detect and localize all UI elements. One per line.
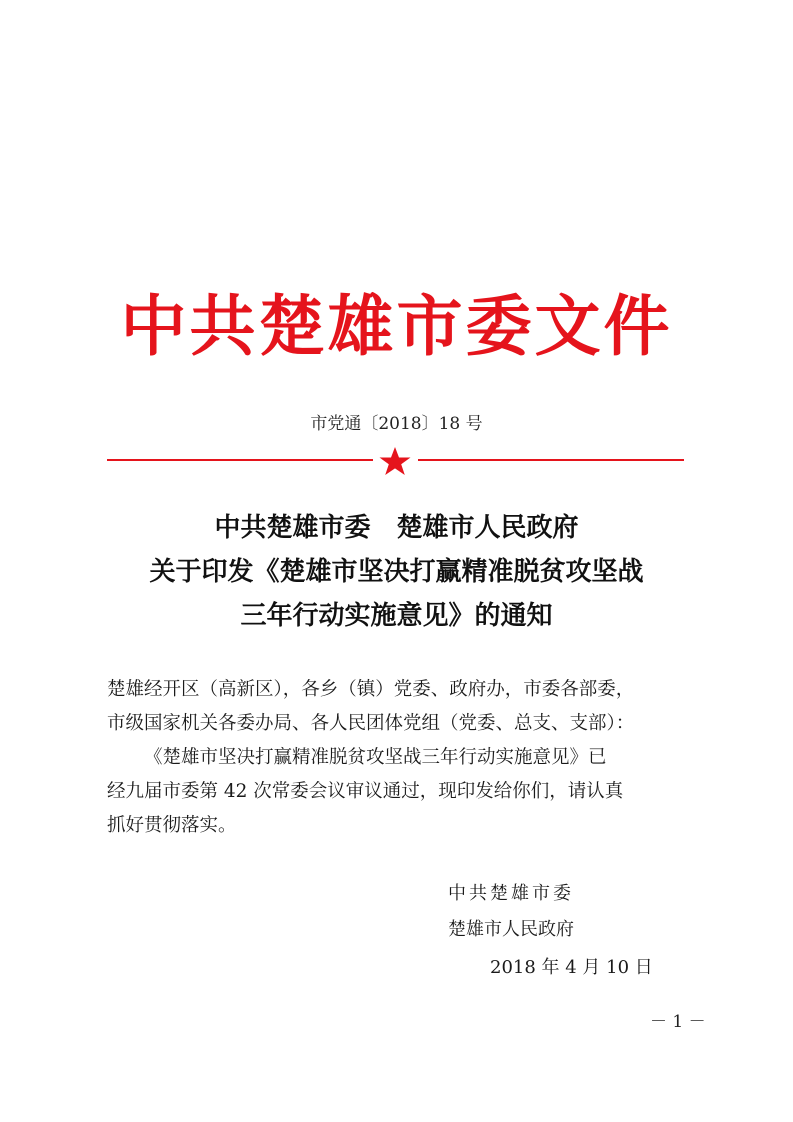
notice-title-line-3: 三年行动实施意见》的通知 [240, 601, 553, 631]
red-divider-left [107, 459, 373, 461]
body-recipients-line-1: 楚雄经开区（高新区），各乡（镇）党委、政府办，市委各部委， [107, 679, 635, 700]
red-divider-right [418, 459, 684, 461]
signature-government: 楚雄市人民政府 [448, 919, 574, 940]
notice-title-line-2: 关于印发《楚雄市坚决打赢精准脱贫攻坚战 [149, 557, 644, 587]
document-number: 市党通〔2018〕18 号 [310, 414, 483, 434]
body-recipients-line-2: 市级国家机关各委办局、各人民团体党组（党委、总支、支部）： [107, 713, 635, 734]
body-paragraph-line-2: 经九届市委第 42 次常委会议审议通过，现印发给你们，请认真 [107, 781, 624, 802]
red-star-icon [378, 446, 412, 476]
body-paragraph-line-3: 抓好贯彻落实。 [107, 815, 237, 836]
signature-party-committee: 中共楚雄市委 [448, 883, 574, 904]
masthead-title: 中共楚雄市委文件 [120, 288, 673, 365]
notice-title-line-1: 中共楚雄市委 楚雄市人民政府 [214, 513, 579, 543]
page-number: － 1 － [650, 1012, 706, 1032]
signature-date: 2018 年 4 月 10 日 [490, 957, 653, 978]
body-paragraph-line-1: 《楚雄市坚决打赢精准脱贫攻坚战三年行动实施意见》已 [144, 747, 607, 768]
